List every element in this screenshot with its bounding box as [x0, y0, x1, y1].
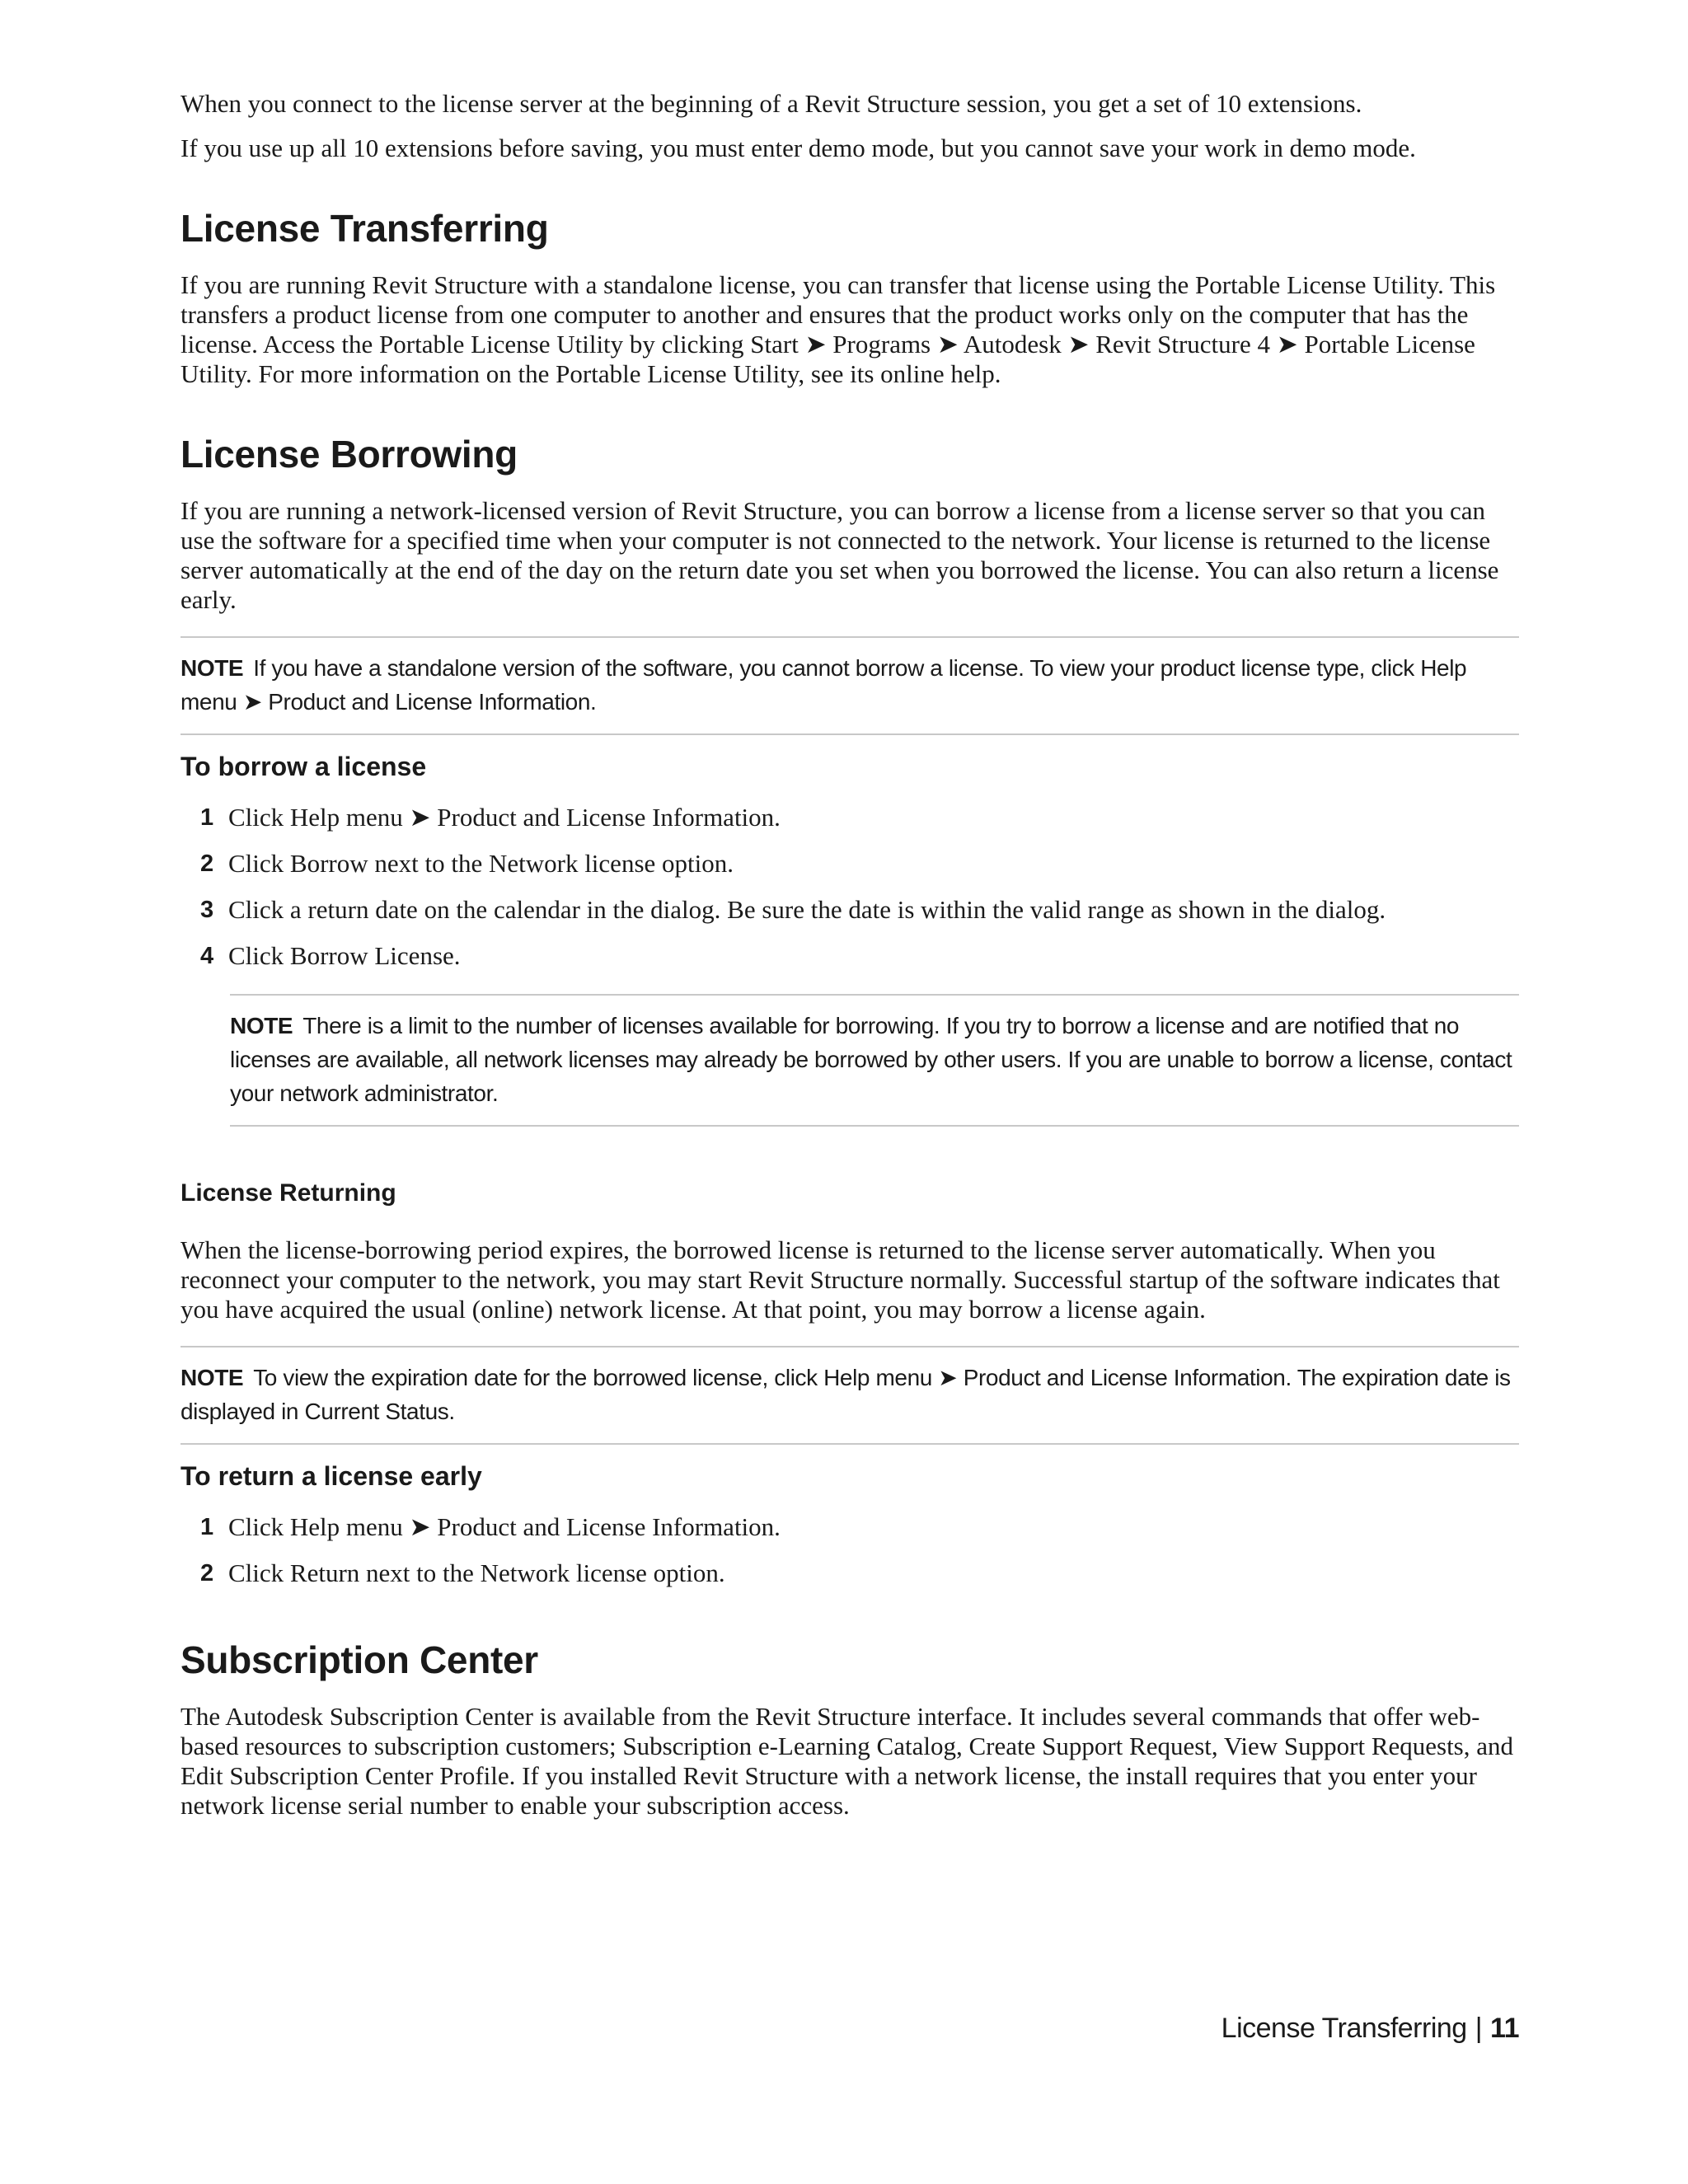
transferring-paragraph: If you are running Revit Structure with a standalone license, you can transfer that license using the Portable License Utility. This transfers a product license from one computer to another and ensures that the product works only on the computer that has the license. Access the Portable License Utility by clicking Start ➤ Programs ➤ Autodesk ➤ Revit Structure 4 ➤ Portable License Utility. For more information on the Portable License Utility, see its online help. — [181, 270, 1496, 388]
note-label: NOTE — [181, 655, 244, 681]
subscription-paragraph: The Autodesk Subscription Center is available from the Revit Structure interface. It includes several commands that offer web-based resources to subscription customers; Subscription e-Learning Catalog, Create Support Request, View Support Requests, and Edit Subscription Center Profile. If you installed Revit Structure with a network license, the install requires that you enter your network license serial number to enable your subscription access. — [181, 1702, 1514, 1820]
note-label: NOTE — [181, 1365, 244, 1390]
step-number: 1 — [200, 804, 214, 831]
returning-paragraph: When the license-borrowing period expires, the borrowed license is returned to the license server automatically. When you reconnect your computer to the network, you may start Revit Structure normally. Successful startup of the software indicates that you have acquired the usual (online) network license. At that point, you may borrow a license again. — [181, 1235, 1500, 1324]
note-borrow-limit — [230, 994, 1519, 1127]
step-number: 4 — [200, 943, 214, 969]
note-text: If you have a standalone version of the software, you cannot borrow a license. To view your product license type, click Help menu ➤ Product and License Information. — [181, 655, 1467, 715]
intro-paragraph-2: If you use up all 10 extensions before saving, you must enter demo mode, but you cannot save your work in demo mode. — [181, 134, 1416, 162]
note-label: NOTE — [230, 1013, 293, 1038]
heading-license-borrowing: License Borrowing — [181, 433, 518, 476]
intro-paragraph-1: When you connect to the license server at the beginning of a Revit Structure session, you get a set of 10 extensions. — [181, 89, 1362, 118]
step-text: Click Borrow License. — [228, 941, 461, 970]
step-number: 1 — [200, 1514, 214, 1540]
note-text: To view the expiration date for the borrowed license, click Help menu ➤ Product and License Information. The expiration date is displayed in Current Status. — [181, 1365, 1511, 1424]
list-item — [181, 895, 1519, 925]
procedure-heading-return: To return a license early — [181, 1461, 482, 1491]
list-item — [181, 1512, 1519, 1542]
borrowing-paragraph: If you are running a network-licensed version of Revit Structure, you can borrow a license from a license server so that you can use the software for a specified time when your computer is not connected to the network. Your license is returned to the license server automatically at the end of the day on the return date you set when you borrowed the license. You can also return a license early. — [181, 496, 1499, 614]
heading-license-returning: License Returning — [181, 1179, 396, 1207]
list-item — [181, 1558, 1519, 1588]
note-expiration — [181, 1346, 1519, 1445]
heading-subscription-center: Subscription Center — [181, 1638, 538, 1681]
note-standalone — [181, 636, 1519, 735]
step-text: Click Return next to the Network license option. — [228, 1558, 725, 1587]
borrow-steps-list — [181, 803, 1519, 971]
list-item — [181, 803, 1519, 832]
page-footer — [1221, 2012, 1519, 2045]
step-number: 2 — [200, 1560, 214, 1586]
footer-separator: | — [1475, 2013, 1483, 2044]
list-item — [181, 849, 1519, 879]
procedure-heading-borrow: To borrow a license — [181, 752, 427, 781]
step-text: Click a return date on the calendar in the dialog. Be sure the date is within the valid range as shown in the dialog. — [228, 895, 1386, 924]
note-text: There is a limit to the number of licenses available for borrowing. If you try to borrow a license and are notified that no licenses are available, all network licenses may already be borrowed by other users. If you are unable to borrow a license, contact your network administrator. — [230, 1013, 1512, 1106]
step-number: 2 — [200, 851, 214, 877]
heading-license-transferring: License Transferring — [181, 207, 549, 250]
step-number: 3 — [200, 897, 214, 923]
footer-section-title: License Transferring — [1221, 2013, 1467, 2044]
step-text: Click Borrow next to the Network license option. — [228, 849, 734, 878]
document-page — [181, 89, 1519, 1835]
step-text: Click Help menu ➤ Product and License Information. — [228, 1512, 781, 1541]
return-steps-list — [181, 1512, 1519, 1588]
page-number: 11 — [1490, 2013, 1519, 2044]
step-text: Click Help menu ➤ Product and License Information. — [228, 803, 781, 832]
list-item — [181, 941, 1519, 971]
